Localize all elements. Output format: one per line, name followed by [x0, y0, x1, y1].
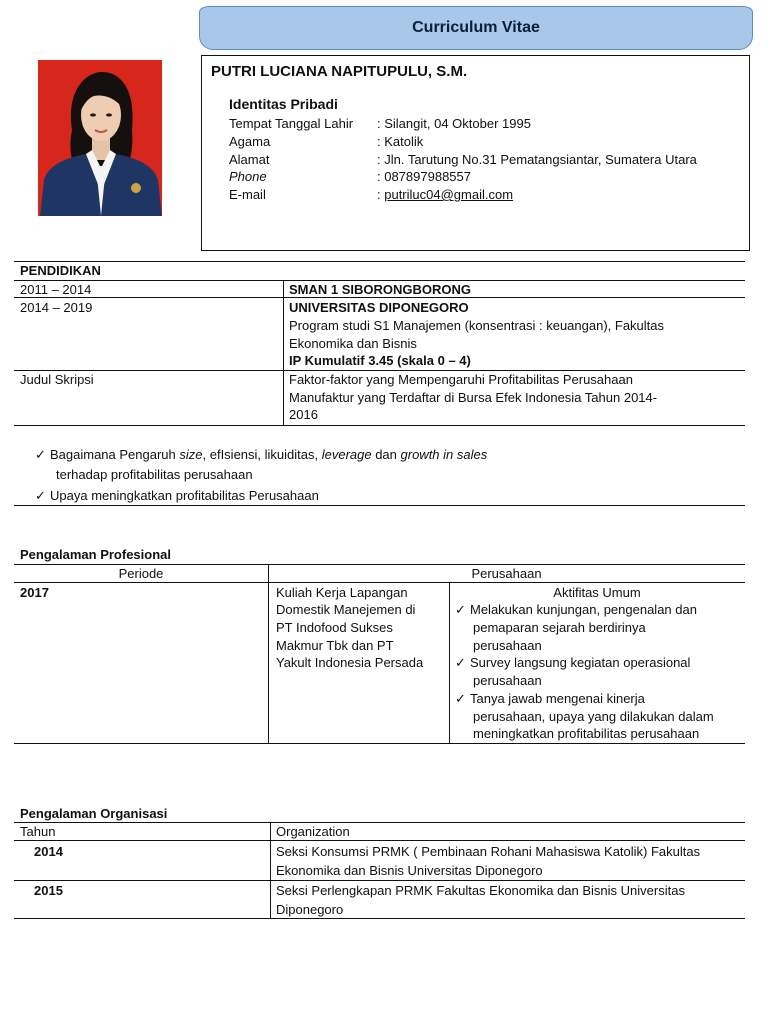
divider — [268, 564, 269, 743]
activity-item-continued: perusahaan — [473, 673, 542, 688]
identity-label: Phone — [229, 169, 267, 184]
organization-year: 2014 — [34, 844, 63, 859]
activity-item-continued: perusahaan — [473, 638, 542, 653]
identity-row-religion — [229, 134, 423, 149]
divider — [14, 840, 745, 841]
divider — [14, 743, 745, 744]
column-header-company: Perusahaan — [471, 566, 542, 581]
divider — [14, 822, 745, 823]
identity-section-title: Identitas Pribadi — [229, 96, 338, 112]
divider — [14, 261, 745, 262]
organization-title: Pengalaman Organisasi — [20, 806, 168, 821]
organization-role: Ekonomika dan Bisnis Universitas Diponegoro — [276, 863, 543, 878]
organization-role: Diponegoro — [276, 902, 344, 917]
company-line: Yakult Indonesia Persada — [276, 655, 424, 670]
divider — [14, 918, 745, 919]
research-question: ✓ Upaya meningkatkan profitabilitas Perusahaan — [35, 488, 319, 503]
column-header-year: Tahun — [20, 824, 56, 839]
identity-value: : Katolik — [377, 134, 424, 149]
experience-title: Pengalaman Profesional — [20, 547, 171, 562]
company-line: Makmur Tbk dan PT — [276, 638, 394, 653]
identity-box — [201, 55, 750, 251]
check-icon: ✓ — [455, 655, 466, 670]
research-question: ✓ Bagaimana Pengaruh size, efIsiensi, likuiditas, leverage dan growth in sales — [35, 447, 488, 462]
divider — [14, 880, 745, 881]
education-gpa: IP Kumulatif 3.45 (skala 0 – 4) — [289, 353, 471, 368]
identity-label: E-mail — [229, 187, 266, 202]
divider — [14, 370, 745, 371]
identity-label: Alamat — [229, 152, 270, 167]
education-detail: Ekonomika dan Bisnis — [289, 336, 417, 351]
email-link[interactable]: putriluc04@gmail.com — [384, 187, 514, 202]
divider — [283, 280, 284, 425]
company-line: Kuliah Kerja Lapangan — [276, 585, 408, 600]
activity-item: ✓ Tanya jawab mengenai kinerja — [455, 691, 645, 706]
identity-row-birth — [229, 116, 531, 131]
divider — [14, 280, 745, 281]
activity-item: ✓ Survey langsung kegiatan operasional — [455, 655, 691, 670]
column-header-period: Periode — [118, 566, 164, 581]
identity-row-address — [229, 152, 697, 167]
identity-value: : 087897988557 — [377, 169, 471, 184]
education-detail: Program studi S1 Manajemen (konsentrasi : keuangan), Fakultas — [289, 318, 665, 333]
check-icon: ✓ — [35, 488, 46, 503]
organization-role: Seksi Konsumsi PRMK ( Pembinaan Rohani Mahasiswa Katolik) Fakultas — [276, 844, 701, 859]
thesis-title: Manufaktur yang Terdaftar di Bursa Efek Indonesia Tahun 2014- — [289, 390, 658, 405]
education-title: PENDIDIKAN — [20, 263, 101, 278]
column-header-organization: Organization — [276, 824, 350, 839]
divider — [449, 582, 450, 743]
activity-item-continued: perusahaan, upaya yang dilakukan dalam — [473, 709, 714, 724]
thesis-title: Faktor-faktor yang Mempengaruhi Profitabilitas Perusahaan — [289, 372, 633, 387]
profile-photo — [38, 60, 162, 216]
divider — [14, 582, 745, 583]
organization-year: 2015 — [34, 883, 63, 898]
education-school: UNIVERSITAS DIPONEGORO — [289, 300, 469, 315]
education-period: 2011 – 2014 — [20, 282, 92, 297]
divider — [270, 822, 271, 918]
thesis-label: Judul Skripsi — [20, 372, 94, 387]
activity-item-continued: pemaparan sejarah berdirinya — [473, 620, 646, 635]
activity-item: ✓ Melakukan kunjungan, pengenalan dan — [455, 602, 697, 617]
identity-value: : Jln. Tarutung No.31 Pematangsiantar, Sumatera Utara — [377, 152, 697, 167]
cv-title: Curriculum Vitae — [412, 19, 540, 36]
divider — [14, 505, 745, 506]
organization-role: Seksi Perlengkapan PRMK Fakultas Ekonomika dan Bisnis Universitas — [276, 883, 685, 898]
full-name: PUTRI LUCIANA NAPITUPULU, S.M. — [211, 63, 468, 80]
divider — [14, 564, 745, 565]
check-icon: ✓ — [455, 602, 466, 617]
experience-year: 2017 — [20, 585, 49, 600]
education-period: 2014 – 2019 — [20, 300, 93, 315]
check-icon: ✓ — [35, 447, 46, 462]
activity-item-continued: meningkatkan profitabilitas perusahaan — [473, 726, 700, 741]
divider — [14, 425, 745, 426]
identity-row-phone — [229, 169, 471, 184]
identity-label: Tempat Tanggal Lahir — [229, 116, 354, 131]
cv-title-banner — [199, 6, 753, 50]
identity-label: Agama — [229, 134, 271, 149]
activities-title: Aktifitas Umum — [553, 585, 641, 600]
identity-row-email — [229, 187, 513, 202]
thesis-title: 2016 — [289, 407, 318, 422]
education-school: SMAN 1 SIBORONGBORONG — [289, 282, 472, 297]
identity-value: : Silangit, 04 Oktober 1995 — [377, 116, 531, 131]
identity-separator: : — [377, 187, 385, 202]
check-icon: ✓ — [455, 691, 466, 706]
research-question-continued: terhadap profitabilitas perusahaan — [56, 467, 253, 482]
divider — [14, 297, 745, 298]
company-line: PT Indofood Sukses — [276, 620, 393, 635]
company-line: Domestik Manejemen di — [276, 602, 416, 617]
